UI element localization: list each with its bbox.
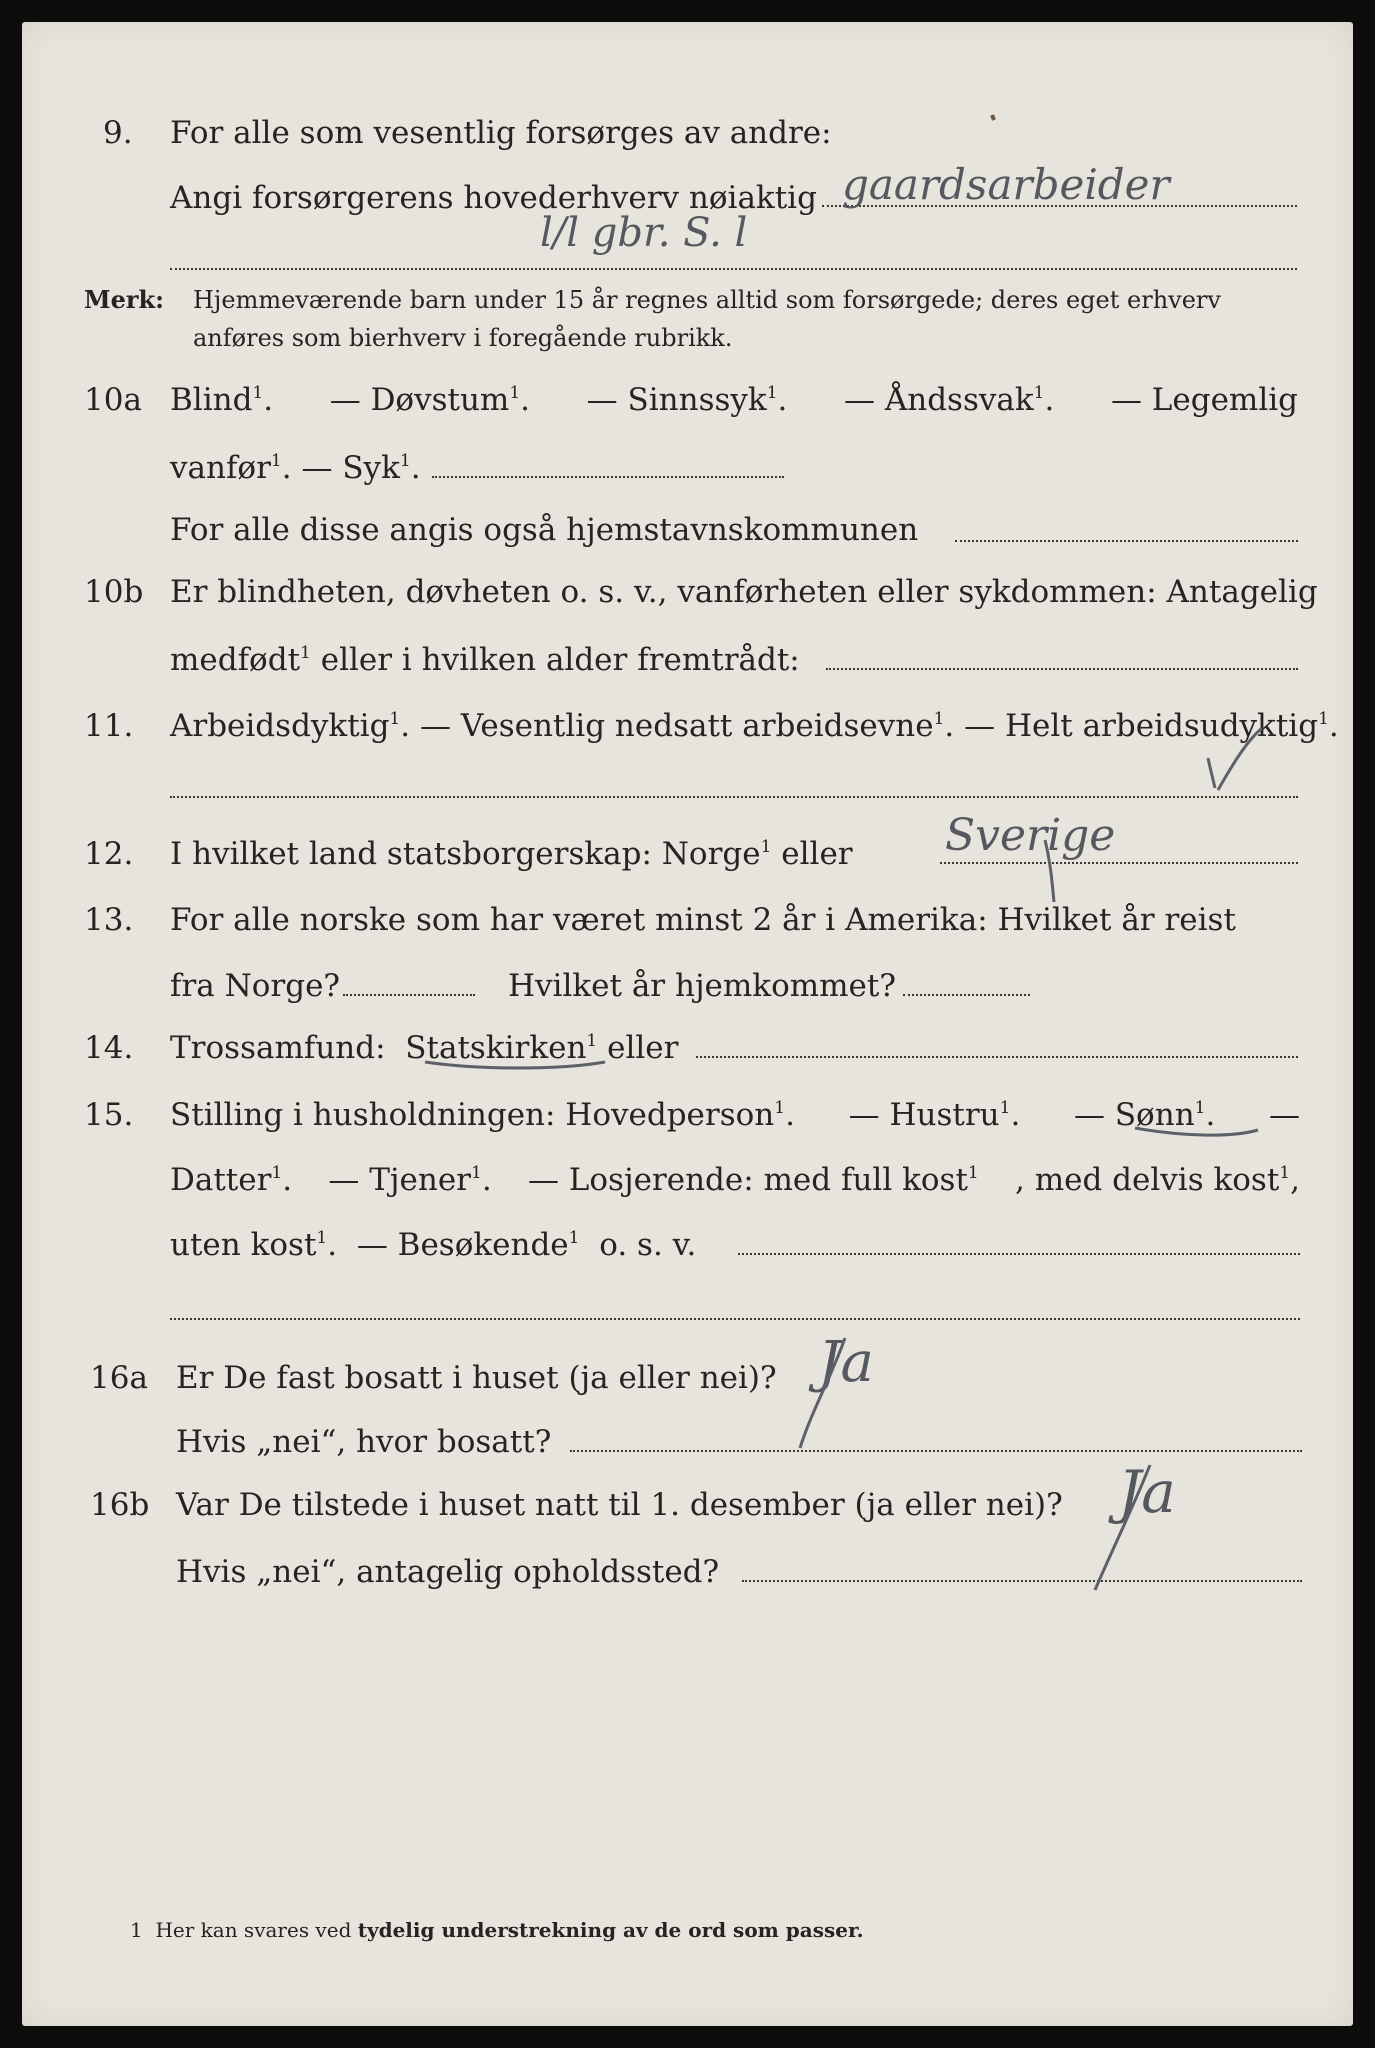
option-blind: Blind$^1$. (170, 382, 274, 418)
footnote (130, 1916, 864, 1944)
q16a-line-1: Er De fast bosatt i huset (ja eller nei)? (176, 1360, 777, 1396)
q16b-long-stroke (1095, 1465, 1150, 1590)
q12-handwritten-answer: Sverige (945, 810, 1116, 861)
footnote-mark: 1 (130, 1918, 143, 1942)
option-delvis-kost: , med delvis kost$^1$, (1015, 1162, 1300, 1198)
merk-line-2: anføres som bierhverv i foregående rubrikk. (193, 324, 733, 352)
option-andssvak: — Åndssvak$^1$. (844, 382, 1055, 418)
option-dovstum: — Døvstum$^1$. (329, 382, 531, 418)
item-number-16b: 16b (90, 1487, 150, 1523)
q15-line-1: Stilling i husholdningen: Hovedperson$^1$. — Hustru$^1$. — Sønn$^1$. — (170, 1097, 1300, 1133)
q13-returned-label: Hvilket år hjemkommet? (508, 968, 896, 1004)
q16b-handwritten-answer: Ja (1118, 1458, 1176, 1526)
item-number-10a: 10a (84, 382, 142, 418)
option-hustru: — Hustru$^1$. (848, 1097, 1021, 1133)
option-datter: Datter$^1$. (170, 1162, 293, 1198)
item-number-12: 12. (84, 836, 134, 872)
option-sonn: — Sønn$^1$. (1073, 1097, 1216, 1133)
option-sinnssyk: — Sinnssyk$^1$. (586, 382, 788, 418)
merk-label: Merk: (84, 285, 164, 314)
option-vanfor: vanfør$^1$. (170, 450, 292, 486)
footnote-text-a: Her kan svares ved (155, 1918, 352, 1942)
q10b-line-2: medfødt$^1$ eller i hvilken alder fremtrådt: (170, 642, 800, 678)
q10b-line-1: Er blindheten, døvheten o. s. v., vanførheten eller sykdommen: Antagelig (170, 574, 1318, 610)
q16a-long-stroke (800, 1338, 845, 1448)
q12-stroke (1045, 840, 1054, 902)
option-losjerende: — Losjerende: med full kost$^1$ (527, 1162, 979, 1198)
option-nedsatt: — Vesentlig nedsatt arbeidsevne$^1$. (419, 708, 955, 744)
option-tjener: — Tjener$^1$. (328, 1162, 492, 1198)
statskirken-underline (425, 1062, 605, 1068)
option-statskirken: Statskirken$^1$ (405, 1030, 598, 1066)
q16a-line-2: Hvis „nei“, hvor bosatt? (176, 1424, 552, 1460)
q13-from-norway-label: fra Norge? (170, 968, 341, 1004)
sonn-underline (1135, 1128, 1258, 1135)
option-uten-kost: uten kost$^1$. (170, 1227, 338, 1263)
q9-line-2: Angi forsørgerens hovederhverv nøiaktig (170, 180, 817, 216)
item-number-9: 9. (103, 115, 133, 151)
item-number-16a: 16a (90, 1360, 148, 1396)
q16b-line-2: Hvis „nei“, antagelig opholdssted? (176, 1554, 720, 1590)
item-number-14: 14. (84, 1030, 134, 1066)
q15-line-3: uten kost$^1$. — Besøkende$^1$ o. s. v. (170, 1227, 697, 1263)
item-number-11: 11. (84, 708, 134, 744)
option-udyktig: — Helt arbeidsudyktig$^1$. (964, 708, 1339, 744)
option-syk: — Syk$^1$. (301, 450, 421, 486)
q14-line-1: Trossamfund: Statskirken$^1$ eller (170, 1030, 679, 1066)
merk-line-1: Hjemmeværende barn under 15 år regnes alltid som forsørgede; deres eget erhverv (193, 286, 1221, 314)
footnote-text-b: tydelig understrekning av de ord som passer. (357, 1918, 864, 1942)
option-legemlig: — Legemlig (1110, 382, 1298, 418)
item-number-10b: 10b (84, 574, 144, 610)
ink-speck (992, 115, 994, 120)
q11-check-mark (1218, 728, 1262, 790)
q16a-handwritten-answer: Ja (818, 1330, 874, 1395)
q13-line-1: For alle norske som har været minst 2 år i Amerika: Hvilket år reist (170, 902, 1236, 938)
q12-line-1: I hvilket land statsborgerskap: Norge$^1$ eller (170, 836, 853, 872)
q16b-line-1: Var De tilstede i huset natt til 1. desember (ja eller nei)? (176, 1487, 1063, 1523)
option-arbeidsdyktig: Arbeidsdyktig$^1$. (170, 708, 411, 744)
item-number-13: 13. (84, 902, 134, 938)
option-besokende: — Besøkende$^1$ (356, 1227, 580, 1263)
q9-handwritten-note: l/l gbr. S. l (540, 210, 748, 256)
q9-handwritten-answer: gaardsarbeider (842, 160, 1170, 209)
item-number-15: 15. (84, 1097, 134, 1133)
q11-check-mark-tail (1208, 758, 1215, 788)
option-hovedperson: Stilling i husholdningen: Hovedperson$^1$. (170, 1097, 795, 1133)
q9-line-1: For alle som vesentlig forsørges av andre: (170, 115, 832, 151)
q10a-line-3: For alle disse angis også hjemstavnskommunen (170, 512, 919, 548)
